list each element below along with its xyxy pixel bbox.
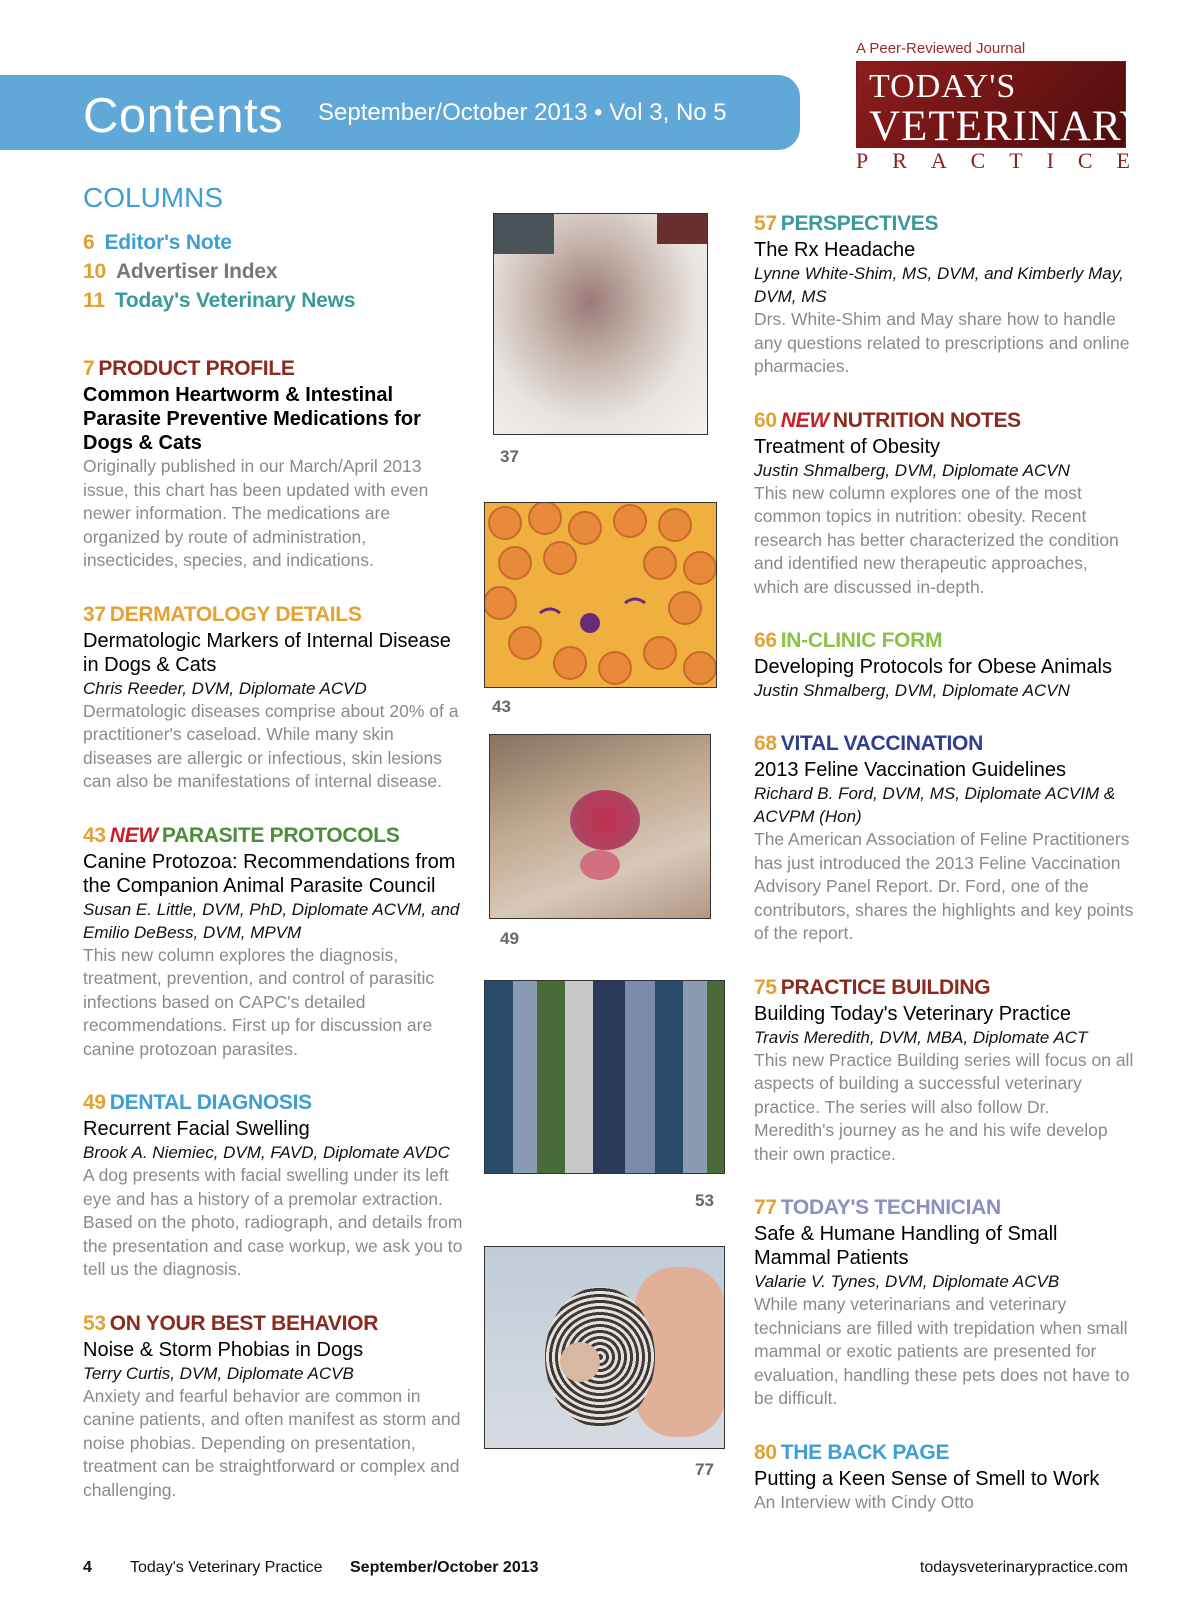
photo-hedgehog[interactable] bbox=[484, 1246, 725, 1449]
entry-author: Susan E. Little, DVM, PhD, Diplomate ACVM, and Emilio DeBess, DVM, MPVM bbox=[83, 899, 460, 942]
toc-entry[interactable]: 66 IN-CLINIC FORM Developing Protocols for Obese Animals Justin Shmalberg, DVM, Diplomate ACVN bbox=[754, 627, 1134, 702]
entry-headline: Developing Protocols for Obese Animals bbox=[754, 656, 1112, 678]
toc-entry[interactable]: 80 THE BACK PAGE Putting a Keen Sense of Smell to Work An Interview with Cindy Otto bbox=[754, 1439, 1134, 1515]
entry-description: Anxiety and fearful behavior are common in canine patients, and often manifest as storm and noise phobias. Depending on presentation, treatment can be straightforward or complex and challenging. bbox=[83, 1385, 461, 1500]
entry-author: Travis Meredith, DVM, MBA, Diplomate ACT bbox=[754, 1027, 1088, 1047]
toc-entry[interactable]: 43 NEW PARASITE PROTOCOLS Canine Protozoa: Recommendations from the Companion Animal Parasite Council Susan E. Little, DVM, PhD, Diplomate ACVM, and Emilio DeBess, DVM, MPVM This new column explores the diagnosis, treatment, prevention, and control of parasitic infections based on CAPC's detailed recommendations. First up for discussion are canine protozoan parasites. bbox=[83, 822, 463, 1062]
entry-description: Dermatologic diseases comprise about 20% of a practitioner's caseload. While many skin diseases are allergic or infectious, skin lesions can also be manifestations of internal disease. bbox=[83, 700, 459, 791]
entry-description: This new Practice Building series will focus on all aspects of building a successful veterinary practice. The series will also follow Dr. Meredith's journey as he and his wife develop their own practice. bbox=[754, 1049, 1134, 1164]
toc-entry[interactable]: 60 NEW NUTRITION NOTES Treatment of Obesity Justin Shmalberg, DVM, Diplomate ACVN This new column explores one of the most common topics in nutrition: obesity. Recent research has better characterized the condition and identified new therapeutic approaches, which are discussed in-depth. bbox=[754, 407, 1134, 600]
photo-page-number: 77 bbox=[695, 1460, 714, 1479]
entry-headline: Canine Protozoa: Recommendations from the Companion Animal Parasite Council bbox=[83, 850, 456, 897]
left-column bbox=[83, 182, 463, 1530]
photo-page-number: 49 bbox=[500, 929, 519, 948]
entry-description: A dog presents with facial swelling under its left eye and has a history of a premolar extraction. Based on the photo, radiograph, and details from the presentation and case workup, we ask you to tell us the diagnosis. bbox=[83, 1165, 463, 1279]
entry-headline: Building Today's Veterinary Practice bbox=[754, 1002, 1071, 1025]
toc-entry[interactable]: 49 DENTAL DIAGNOSIS Recurrent Facial Swelling Brook A. Niemiec, DVM, FAVD, Diplomate AVDC A dog presents with facial swelling under its left eye and has a history of a premolar extraction. Based on the photo, radiograph, and details from the presentation and case workup, we ask you to tell us the diagnosis. bbox=[83, 1089, 463, 1282]
column-link-advertiser-index[interactable]: 10 Advertiser Index bbox=[83, 260, 278, 283]
entry-description: While many veterinarians and veterinary technicians are filled with trepidation when small mammal or exotic patients are presented for evaluation, handling these pets does not have to be difficult. bbox=[754, 1294, 1130, 1408]
entry-headline: Dermatologic Markers of Internal Disease in Dogs & Cats bbox=[83, 629, 451, 676]
entry-headline: Treatment of Obesity bbox=[754, 435, 940, 458]
footer-magazine: Today's Veterinary Practice bbox=[130, 1559, 323, 1576]
entry-author: Justin Shmalberg, DVM, Diplomate ACVN bbox=[754, 681, 1070, 700]
footer-issue: September/October 2013 bbox=[350, 1559, 539, 1576]
entry-headline: Putting a Keen Sense of Smell to Work bbox=[754, 1467, 1100, 1490]
journal-logo bbox=[856, 61, 1152, 150]
photo-page-number: 53 bbox=[695, 1191, 714, 1210]
entry-description: An Interview with Cindy Otto bbox=[754, 1491, 974, 1512]
issue-info: September/October 2013 • Vol 3, No 5 bbox=[318, 99, 727, 126]
photo-closet-clothes[interactable] bbox=[484, 980, 725, 1174]
entry-headline: Noise & Storm Phobias in Dogs bbox=[83, 1338, 364, 1361]
logo-line-1: TODAY'S bbox=[869, 68, 1017, 105]
entry-headline: Safe & Humane Handling of Small Mammal Patients bbox=[754, 1223, 1058, 1269]
entry-author: Valarie V. Tynes, DVM, Diplomate ACVB bbox=[754, 1272, 1060, 1291]
page-title: Contents bbox=[83, 89, 284, 143]
toc-entry[interactable]: 75 PRACTICE BUILDING Building Today's Veterinary Practice Travis Meredith, DVM, MBA, Diplomate ACT This new Practice Building series will focus on all aspects of building a successful veterinary practice. The series will also follow Dr. Meredith's journey as he and his wife develop their own practice. bbox=[754, 974, 1134, 1167]
toc-entry[interactable]: 68 VITAL VACCINATION 2013 Feline Vaccination Guidelines Richard B. Ford, DVM, MS, Diplomate ACVIM & ACVPM (Hon) The American Association of Feline Practitioners has just introduced the 2013 Feline Vaccination Advisory Panel Report. Dr. Ford, one of the contributors, shares the highlights and key points of the report. bbox=[754, 730, 1134, 946]
photo-page-number: 43 bbox=[492, 697, 511, 716]
entry-author: Justin Shmalberg, DVM, Diplomate ACVN bbox=[754, 460, 1070, 480]
entry-headline: The Rx Headache bbox=[754, 239, 916, 261]
toc-entry[interactable]: 53 ON YOUR BEST BEHAVIOR Noise & Storm Phobias in Dogs Terry Curtis, DVM, Diplomate ACVB Anxiety and fearful behavior are common in canine patients, and often manifest as storm and noise phobias. Depending on presentation, treatment can be straightforward or complex and challenging. bbox=[83, 1310, 463, 1503]
logo-line-3: P R A C T I C E bbox=[856, 148, 1130, 173]
photo-cat-skin[interactable] bbox=[493, 213, 708, 435]
page-number: 4 bbox=[83, 1559, 92, 1576]
logo-line-2: VETERINARY bbox=[869, 103, 1152, 150]
toc-entry[interactable]: 7 PRODUCT PROFILE Common Heartworm & Intestinal Parasite Preventive Medications for Dogs & Cats Originally published in our March/April 2013 issue, this chart has been updated with even newer information. The medications are organized by route of administration, insecticides, species, and indications. bbox=[83, 355, 463, 573]
entry-description: Originally published in our March/April 2013 issue, this chart has been updated with even newer information. The medications are organized by route of administration, insecticides, species, and indications. bbox=[83, 456, 429, 570]
entry-description: The American Association of Feline Practitioners has just introduced the 2013 Feline Vaccination Advisory Panel Report. Dr. Ford, one of the contributors, shares the highlights and key points of the report. bbox=[754, 829, 1134, 943]
entry-description: Drs. White-Shim and May share how to handle any questions related to prescriptions and online pharmacies. bbox=[754, 309, 1130, 376]
peer-reviewed-tagline: A Peer-Reviewed Journal bbox=[856, 40, 1026, 57]
footer-url[interactable]: todaysveterinarypractice.com bbox=[919, 1559, 1128, 1576]
entry-headline: Common Heartworm & Intestinal Parasite Preventive Medications for Dogs & Cats bbox=[83, 384, 421, 454]
column-link-editors-note[interactable]: 6 Editor's Note bbox=[83, 231, 232, 254]
entry-headline: 2013 Feline Vaccination Guidelines bbox=[754, 759, 1067, 781]
entry-author: Brook A. Niemiec, DVM, FAVD, Diplomate AVDC bbox=[83, 1143, 450, 1162]
entry-description: This new column explores one of the most common topics in nutrition: obesity. Recent research has better characterized the condition and identified new therapeutic approaches, which are discussed in-depth. bbox=[754, 482, 1119, 597]
photo-dog-face[interactable] bbox=[489, 734, 711, 919]
columns-heading: COLUMNS bbox=[83, 182, 224, 213]
entry-author: Terry Curtis, DVM, Diplomate ACVB bbox=[83, 1363, 354, 1383]
photo-blood-smear[interactable] bbox=[484, 502, 717, 688]
entry-author: Richard B. Ford, DVM, MS, Diplomate ACVIM & ACVPM (Hon) bbox=[754, 784, 1116, 826]
column-link-news[interactable]: 11 Today's Veterinary News bbox=[83, 289, 356, 312]
toc-entry[interactable]: 77 TODAY'S TECHNICIAN Safe & Humane Handling of Small Mammal Patients Valarie V. Tynes, DVM, Diplomate ACVB While many veterinarians and veterinary technicians are filled with trepidation when small mammal or exotic patients are presented for evaluation, handling these pets does not have to be difficult. bbox=[754, 1194, 1134, 1411]
entry-author: Chris Reeder, DVM, Diplomate ACVD bbox=[83, 678, 367, 698]
right-column bbox=[754, 210, 1134, 1542]
photo-page-number: 37 bbox=[500, 447, 519, 466]
toc-entry[interactable]: 57 PERSPECTIVES The Rx Headache Lynne White-Shim, MS, DVM, and Kimberly May, DVM, MS Drs. White-Shim and May share how to handle any questions related to prescriptions and online pharmacies. bbox=[754, 210, 1134, 379]
entry-headline: Recurrent Facial Swelling bbox=[83, 1118, 310, 1140]
entry-author: Lynne White-Shim, MS, DVM, and Kimberly May, DVM, MS bbox=[754, 264, 1124, 306]
entry-description: This new column explores the diagnosis, treatment, prevention, and control of parasitic infections based on CAPC's detailed recommendations. First up for discussion are canine protozoan parasites. bbox=[83, 944, 435, 1059]
toc-entry[interactable]: 37 DERMATOLOGY DETAILS Dermatologic Markers of Internal Disease in Dogs & Cats Chris Reeder, DVM, Diplomate ACVD Dermatologic diseases comprise about 20% of a practitioner's caseload. While many skin diseases are allergic or infectious, skin lesions can also be manifestations of internal disease. bbox=[83, 601, 463, 794]
